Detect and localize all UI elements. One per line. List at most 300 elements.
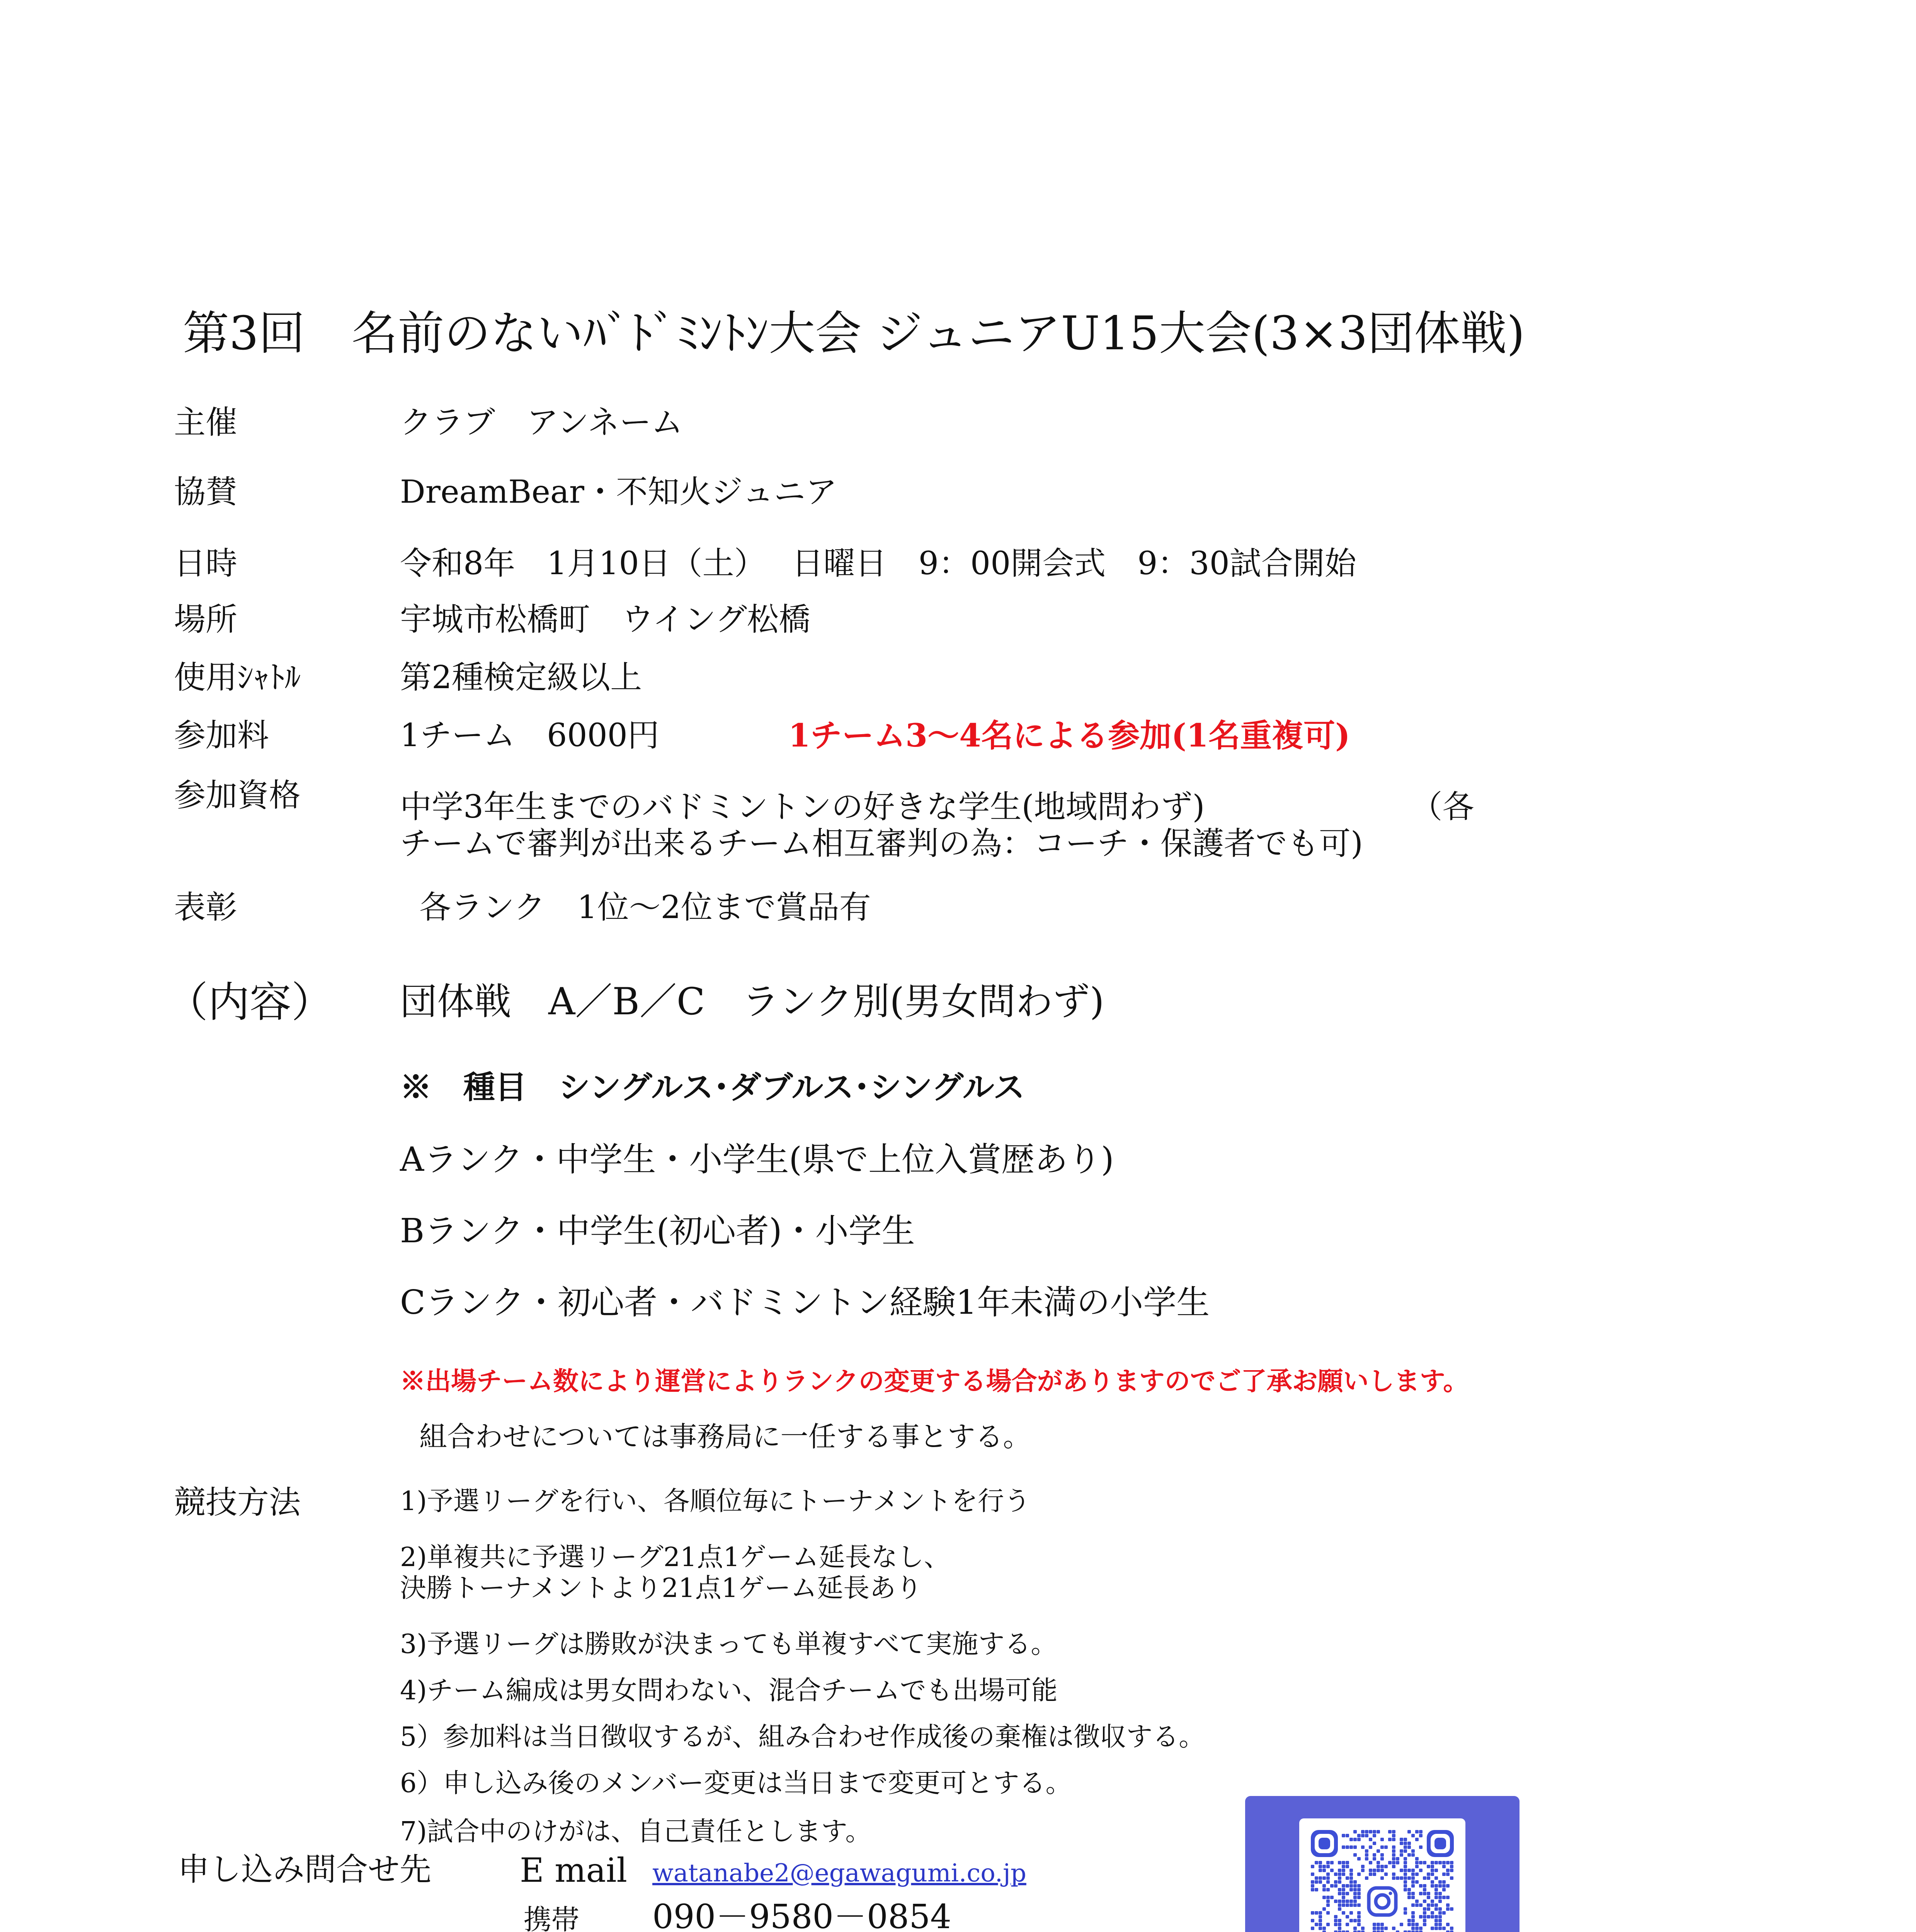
qr-module (1419, 1834, 1423, 1837)
qr-module (1423, 1919, 1426, 1922)
qr-module (1434, 1884, 1438, 1888)
qr-module (1411, 1872, 1415, 1876)
rule-item-2b: 決勝トーナメントより21点1ゲーム延長あり (400, 1573, 922, 1604)
qr-module (1419, 1892, 1423, 1895)
qr-module (1407, 1923, 1411, 1926)
qr-module (1342, 1834, 1345, 1837)
qr-module (1373, 1923, 1376, 1926)
qr-module (1392, 1865, 1395, 1868)
qr-module (1423, 1884, 1426, 1888)
qr-module (1377, 1830, 1380, 1833)
qr-module (1434, 1869, 1438, 1872)
sponsor-label: 協賛 (174, 474, 238, 510)
qr-module (1392, 1857, 1395, 1861)
qr-module (1365, 1857, 1368, 1861)
qr-module (1353, 1845, 1357, 1849)
qr-module (1361, 1830, 1365, 1833)
rank-c: Cランク・初心者・バドミントン経験1年未満の小学生 (400, 1283, 1210, 1322)
qr-module (1322, 1930, 1326, 1932)
fee-note: 1チーム3～4名による参加(1名重複可) (788, 717, 1350, 754)
qr-module (1450, 1876, 1453, 1880)
qr-module (1349, 1869, 1353, 1872)
eligibility-line2: チームで審判が出来るチーム相互審判の為：コーチ・保護者でも可) (400, 825, 1363, 862)
qr-module (1423, 1915, 1426, 1918)
qr-pattern (1299, 1818, 1465, 1932)
qr-module (1365, 1834, 1368, 1837)
qr-module (1315, 1861, 1318, 1864)
qr-module (1326, 1903, 1330, 1907)
qr-module (1334, 1919, 1337, 1922)
qr-module (1438, 1884, 1442, 1888)
qr-module (1442, 1888, 1446, 1891)
qr-module (1419, 1861, 1423, 1864)
qr-module (1407, 1853, 1411, 1857)
email-label: E mail (520, 1851, 627, 1890)
qr-module (1311, 1872, 1314, 1876)
qr-module (1357, 1872, 1361, 1876)
qr-module (1400, 1849, 1403, 1853)
qr-module (1377, 1927, 1380, 1930)
qr-module (1427, 1896, 1430, 1899)
qr-module (1334, 1880, 1337, 1884)
qr-module (1434, 1892, 1438, 1895)
qr-module (1361, 1845, 1365, 1849)
qr-module (1407, 1919, 1411, 1922)
qr-module (1434, 1876, 1438, 1880)
qr-module (1361, 1865, 1365, 1868)
qr-module (1407, 1830, 1411, 1833)
qr-module (1353, 1903, 1357, 1907)
qr-module (1346, 1861, 1349, 1864)
qr-module (1342, 1903, 1345, 1907)
organizer-value: クラブ アンネーム (400, 404, 683, 441)
qr-module (1400, 1876, 1403, 1880)
qr-module (1334, 1900, 1337, 1903)
qr-module (1438, 1915, 1442, 1918)
qr-code (1299, 1818, 1465, 1932)
qr-module (1373, 1853, 1376, 1857)
qr-module (1411, 1923, 1415, 1926)
qr-module (1365, 1853, 1368, 1857)
organizer-label: 主催 (174, 404, 238, 441)
qr-module (1392, 1927, 1395, 1930)
qr-module (1373, 1927, 1376, 1930)
qr-module (1411, 1869, 1415, 1872)
qr-module (1423, 1923, 1426, 1926)
qr-module (1319, 1919, 1322, 1922)
qr-module (1431, 1884, 1434, 1888)
shuttle-value: 第2種検定級以上 (400, 659, 642, 696)
qr-module (1419, 1845, 1423, 1849)
qr-module (1380, 1845, 1384, 1849)
qr-module (1338, 1872, 1341, 1876)
qr-module (1342, 1900, 1345, 1903)
qr-module (1415, 1903, 1419, 1907)
qr-module (1434, 1907, 1438, 1911)
qr-module (1438, 1911, 1442, 1915)
venue-value: 宇城市松橋町 ウイング松橋 (400, 601, 810, 638)
qr-module (1438, 1892, 1442, 1895)
qr-module (1369, 1861, 1372, 1864)
qr-module (1446, 1907, 1450, 1911)
qr-module (1357, 1923, 1361, 1926)
qr-module (1415, 1872, 1419, 1876)
qr-module (1311, 1888, 1314, 1891)
qr-module (1431, 1900, 1434, 1903)
qr-module (1357, 1919, 1361, 1922)
qr-module (1357, 1903, 1361, 1907)
qr-module (1438, 1927, 1442, 1930)
qr-module (1404, 1876, 1407, 1880)
qr-module (1415, 1830, 1419, 1833)
qr-module (1404, 1872, 1407, 1876)
qr-module (1407, 1869, 1411, 1872)
qr-module (1338, 1888, 1341, 1891)
qr-module (1342, 1888, 1345, 1891)
qr-module (1342, 1896, 1345, 1899)
qr-module (1330, 1869, 1334, 1872)
rule-item-4: 4)チーム編成は男女問わない、混合チームでも出場可能 (400, 1675, 1058, 1706)
qr-module (1400, 1923, 1403, 1926)
qr-module (1411, 1884, 1415, 1888)
qr-module (1338, 1927, 1341, 1930)
qr-module (1349, 1911, 1353, 1915)
qr-module (1415, 1865, 1419, 1868)
qr-module (1338, 1903, 1341, 1907)
qr-module (1338, 1880, 1341, 1884)
qr-module (1377, 1923, 1380, 1926)
qr-module (1392, 1853, 1395, 1857)
rule-item-6: 6）申し込み後のメンバー変更は当日まで変更可とする。 (400, 1768, 1072, 1799)
qr-module (1319, 1911, 1322, 1915)
qr-module (1353, 1919, 1357, 1922)
qr-module (1404, 1907, 1407, 1911)
qr-module (1369, 1845, 1372, 1849)
qr-module (1434, 1896, 1438, 1899)
qr-module (1384, 1845, 1388, 1849)
rule-item-3: 3)予選リーグは勝敗が決まっても単複すべて実施する。 (400, 1629, 1057, 1660)
rule-item-2: 2)単複共に予選リーグ21点1ゲーム延長なし、 (400, 1542, 950, 1573)
qr-module (1438, 1900, 1442, 1903)
qr-module (1411, 1876, 1415, 1880)
qr-module (1419, 1927, 1423, 1930)
qr-module (1384, 1927, 1388, 1930)
qr-module (1380, 1876, 1384, 1880)
qr-module (1349, 1919, 1353, 1922)
qr-module (1404, 1911, 1407, 1915)
qr-module (1427, 1903, 1430, 1907)
qr-module (1349, 1884, 1353, 1888)
qr-module (1427, 1876, 1430, 1880)
qr-module (1311, 1919, 1314, 1922)
qr-module (1407, 1842, 1411, 1845)
qr-module (1446, 1903, 1450, 1907)
qr-module (1431, 1861, 1434, 1864)
qr-module (1438, 1896, 1442, 1899)
qr-module (1322, 1865, 1326, 1868)
qr-module (1380, 1930, 1384, 1932)
qr-module (1365, 1876, 1368, 1880)
qr-module (1384, 1865, 1388, 1868)
qr-module (1342, 1892, 1345, 1895)
qr-module (1322, 1884, 1326, 1888)
qr-module (1330, 1861, 1334, 1864)
qr-module (1349, 1876, 1353, 1880)
qr-module (1404, 1884, 1407, 1888)
qr-module (1423, 1911, 1426, 1915)
datetime-label: 日時 (174, 545, 238, 582)
qr-module (1349, 1845, 1353, 1849)
qr-module (1404, 1857, 1407, 1861)
qr-module (1353, 1900, 1357, 1903)
qr-module (1346, 1903, 1349, 1907)
qr-module (1407, 1876, 1411, 1880)
qr-module (1427, 1892, 1430, 1895)
qr-module (1396, 1930, 1399, 1932)
qr-module (1404, 1930, 1407, 1932)
qr-module (1349, 1903, 1353, 1907)
qr-module (1400, 1838, 1403, 1841)
qr-module (1392, 1872, 1395, 1876)
qr-module (1373, 1869, 1376, 1872)
qr-module (1423, 1861, 1426, 1864)
qr-module (1384, 1872, 1388, 1876)
qr-module (1380, 1853, 1384, 1857)
qr-module (1319, 1865, 1322, 1868)
qr-module (1373, 1830, 1376, 1833)
phone-number: 090－9580－0854 (652, 1898, 951, 1932)
qr-module (1342, 1911, 1345, 1915)
qr-module (1338, 1869, 1341, 1872)
qr-module (1315, 1923, 1318, 1926)
qr-module (1434, 1927, 1438, 1930)
qr-module (1419, 1915, 1423, 1918)
qr-module (1377, 1861, 1380, 1864)
qr-module (1338, 1923, 1341, 1926)
qr-module (1353, 1884, 1357, 1888)
qr-module (1427, 1872, 1430, 1876)
qr-module (1411, 1911, 1415, 1915)
qr-module (1407, 1892, 1411, 1895)
qr-module (1427, 1865, 1430, 1868)
qr-module (1369, 1872, 1372, 1876)
contents-heading: 団体戦 A／B／C ランク別(男女問わず) (400, 980, 1104, 1023)
qr-module (1407, 1888, 1411, 1891)
rules-label: 競技方法 (174, 1484, 301, 1521)
qr-module (1431, 1869, 1434, 1872)
qr-module (1319, 1869, 1322, 1872)
qr-module (1404, 1888, 1407, 1891)
qr-module (1346, 1834, 1349, 1837)
qr-module (1346, 1865, 1349, 1868)
qr-module (1319, 1861, 1322, 1864)
qr-module (1365, 1830, 1368, 1833)
qr-module (1326, 1865, 1330, 1868)
qr-module (1311, 1865, 1314, 1868)
qr-module (1326, 1888, 1330, 1891)
qr-module (1450, 1927, 1453, 1930)
qr-module (1434, 1903, 1438, 1907)
qr-module (1373, 1842, 1376, 1845)
qr-module (1322, 1888, 1326, 1891)
email-link[interactable]: watanabe2@egawagumi.co.jp (652, 1859, 1026, 1888)
qr-module (1423, 1892, 1426, 1895)
qr-module (1434, 1923, 1438, 1926)
qr-module (1442, 1861, 1446, 1864)
qr-module (1415, 1923, 1419, 1926)
qr-module (1392, 1834, 1395, 1837)
qr-module (1446, 1872, 1450, 1876)
qr-module (1326, 1861, 1330, 1864)
qr-module (1342, 1861, 1345, 1864)
qr-module (1338, 1861, 1341, 1864)
qr-module (1442, 1911, 1446, 1915)
qr-module (1357, 1911, 1361, 1915)
qr-module (1431, 1865, 1434, 1868)
qr-module (1349, 1838, 1353, 1841)
qr-module (1446, 1861, 1450, 1864)
qr-module (1357, 1884, 1361, 1888)
qr-module (1315, 1876, 1318, 1880)
award-label: 表彰 (174, 889, 238, 926)
qr-module (1338, 1907, 1341, 1911)
qr-module (1396, 1861, 1399, 1864)
qr-module (1423, 1876, 1426, 1880)
qr-module (1353, 1930, 1357, 1932)
qr-module (1438, 1861, 1442, 1864)
qr-module (1346, 1915, 1349, 1918)
qr-module (1326, 1896, 1330, 1899)
qr-module (1392, 1876, 1395, 1880)
rank-notice: ※出場チーム数により運営によりランクの変更する場合がありますのでご了承お願いします。 (400, 1366, 1469, 1396)
qr-module (1400, 1869, 1403, 1872)
qr-module (1434, 1919, 1438, 1922)
qr-module (1446, 1923, 1450, 1926)
qr-module (1338, 1900, 1341, 1903)
qr-module (1311, 1880, 1314, 1884)
qr-module (1411, 1880, 1415, 1884)
qr-module (1346, 1845, 1349, 1849)
instagram-icon (1365, 1884, 1400, 1919)
qr-module (1438, 1907, 1442, 1911)
qr-module (1442, 1896, 1446, 1899)
qr-module (1450, 1869, 1453, 1872)
qr-module (1411, 1927, 1415, 1930)
qr-module (1353, 1880, 1357, 1884)
sponsor-value: DreamBear・不知火ジュニア (400, 474, 837, 510)
qr-module (1404, 1861, 1407, 1864)
qr-module (1392, 1845, 1395, 1849)
qr-module (1334, 1930, 1337, 1932)
qr-module (1380, 1865, 1384, 1868)
qr-module (1419, 1930, 1423, 1932)
qr-module (1438, 1919, 1442, 1922)
qr-module (1419, 1903, 1423, 1907)
qr-module (1346, 1884, 1349, 1888)
qr-module (1380, 1923, 1384, 1926)
contents-label: （内容） (166, 978, 334, 1027)
qr-module (1326, 1872, 1330, 1876)
qr-module (1404, 1838, 1407, 1841)
qr-module (1346, 1892, 1349, 1895)
qr-module (1434, 1861, 1438, 1864)
qr-module (1392, 1849, 1395, 1853)
qr-module (1319, 1927, 1322, 1930)
qr-module (1346, 1876, 1349, 1880)
qr-module (1411, 1915, 1415, 1918)
qr-module (1353, 1853, 1357, 1857)
qr-module (1349, 1888, 1353, 1891)
qr-module (1404, 1869, 1407, 1872)
phone-label: 携帯 (524, 1903, 580, 1932)
qr-module (1411, 1896, 1415, 1899)
qr-module (1411, 1892, 1415, 1895)
qr-module (1434, 1915, 1438, 1918)
qr-module (1450, 1865, 1453, 1868)
rule-item-5: 5）参加料は当日徴収するが、組み合わせ作成後の棄権は徴収する。 (400, 1722, 1205, 1752)
qr-module (1442, 1865, 1446, 1868)
qr-module (1338, 1930, 1341, 1932)
qr-module (1404, 1865, 1407, 1868)
fee-label: 参加料 (174, 717, 269, 754)
qr-module (1415, 1880, 1419, 1884)
qr-module (1450, 1930, 1453, 1932)
qr-module (1411, 1849, 1415, 1853)
contact-label: 申し込み問合せ先 (178, 1851, 432, 1888)
qr-module (1349, 1880, 1353, 1884)
qr-module (1334, 1872, 1337, 1876)
qr-module (1365, 1849, 1368, 1853)
rank-b: Bランク・中学生(初心者)・小学生 (400, 1212, 915, 1250)
qr-module (1377, 1869, 1380, 1872)
qr-module (1415, 1861, 1419, 1864)
qr-module (1404, 1842, 1407, 1845)
page-title: 第3回 名前のないﾊﾞﾄﾞﾐﾝﾄﾝ大会 ジュニアU15大会(3×3団体戦) (183, 307, 1525, 361)
qr-module (1442, 1927, 1446, 1930)
qr-module (1326, 1923, 1330, 1926)
qr-module (1431, 1903, 1434, 1907)
qr-module (1319, 1876, 1322, 1880)
qr-module (1373, 1872, 1376, 1876)
qr-module (1346, 1923, 1349, 1926)
qr-module (1319, 1923, 1322, 1926)
qr-module (1322, 1869, 1326, 1872)
qr-module (1353, 1888, 1357, 1891)
qr-module (1450, 1861, 1453, 1864)
rank-a: Aランク・中学生・小学生(県で上位入賞歴あり) (400, 1140, 1114, 1179)
qr-module (1334, 1915, 1337, 1918)
qr-module (1415, 1900, 1419, 1903)
qr-module (1446, 1930, 1450, 1932)
qr-module (1326, 1911, 1330, 1915)
qr-module (1326, 1900, 1330, 1903)
qr-module (1342, 1930, 1345, 1932)
qr-module (1353, 1838, 1357, 1841)
qr-module (1442, 1880, 1446, 1884)
qr-module (1404, 1849, 1407, 1853)
qr-module (1423, 1900, 1426, 1903)
qr-module (1431, 1915, 1434, 1918)
qr-module (1322, 1907, 1326, 1911)
qr-module (1438, 1923, 1442, 1926)
qr-module (1369, 1838, 1372, 1841)
qr-module (1446, 1896, 1450, 1899)
qr-module (1419, 1884, 1423, 1888)
qr-module (1322, 1876, 1326, 1880)
qr-module (1315, 1880, 1318, 1884)
qr-module (1349, 1872, 1353, 1876)
qr-module (1411, 1853, 1415, 1857)
